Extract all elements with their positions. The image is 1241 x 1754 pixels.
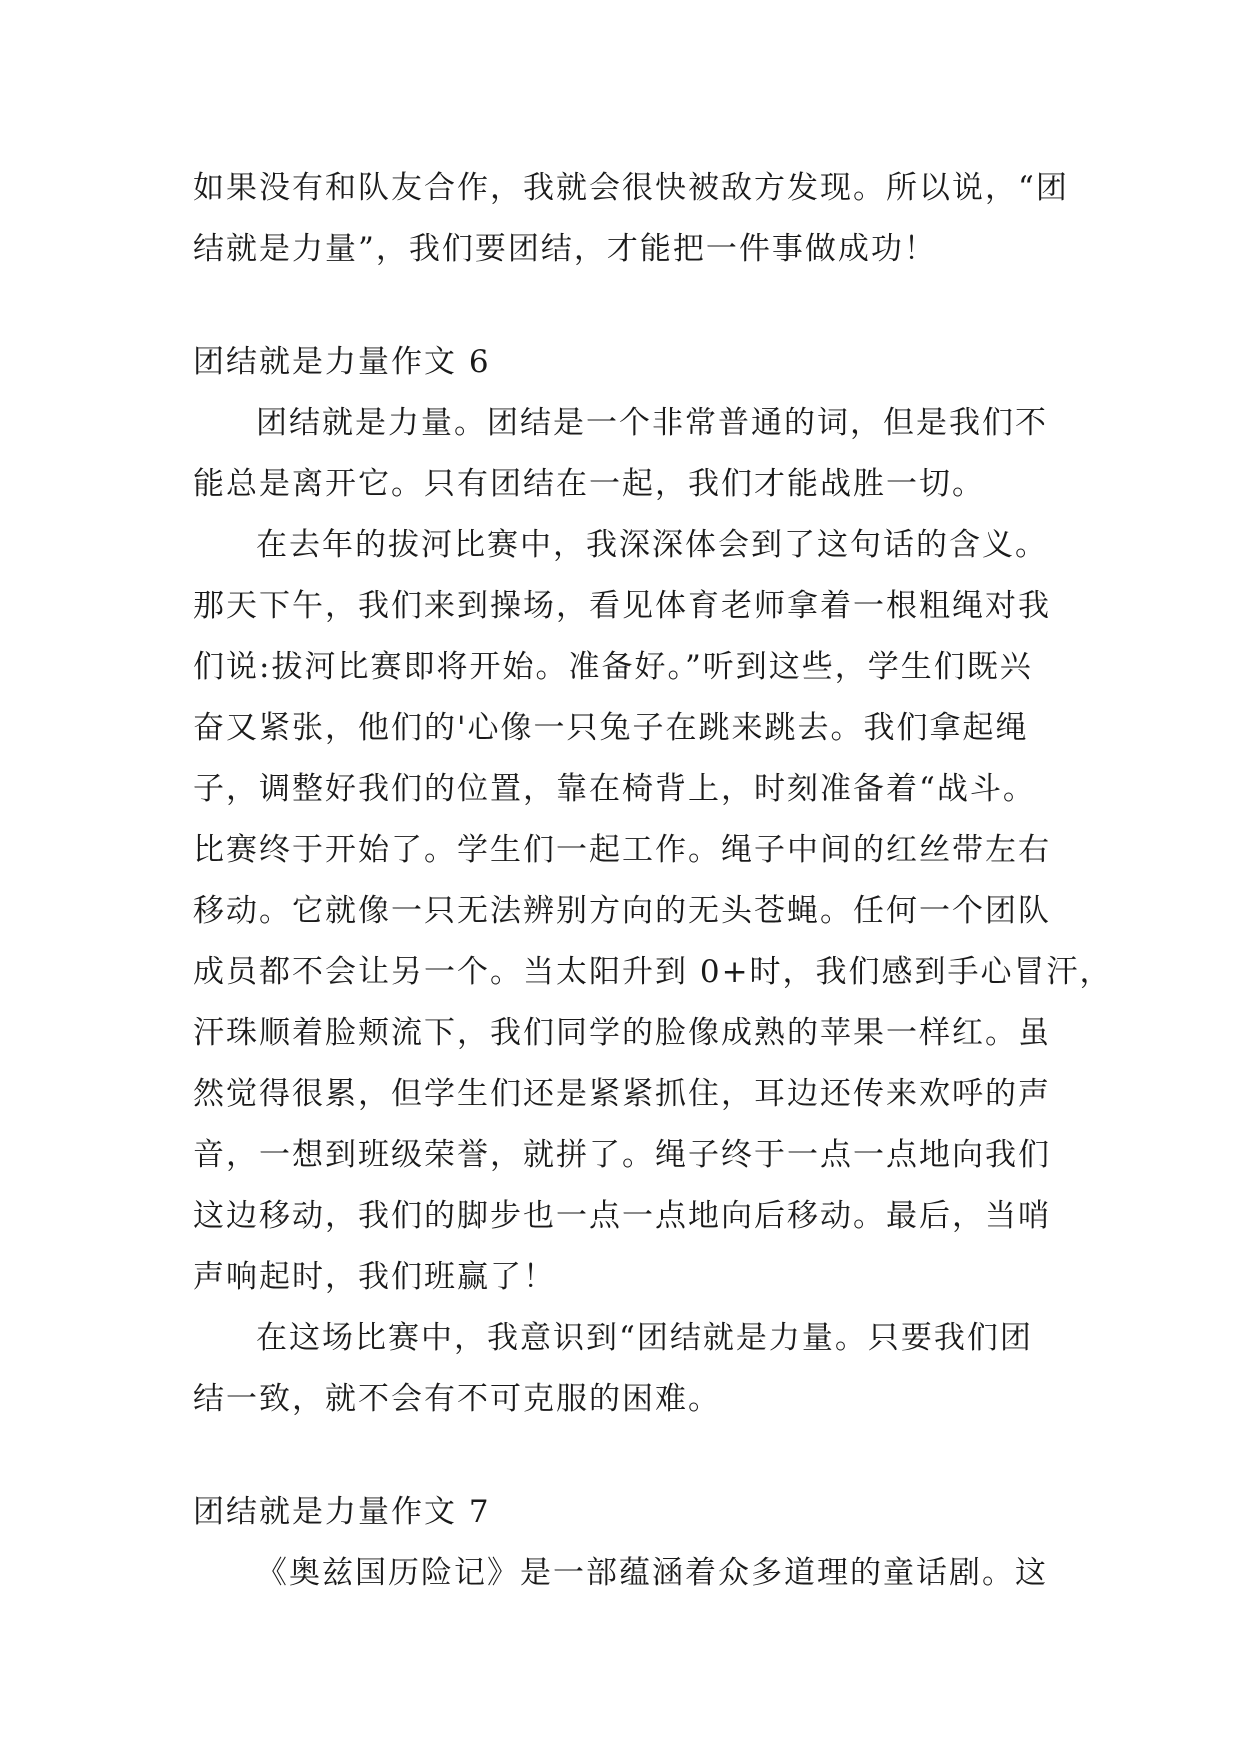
text-line: 然觉得很累，但学生们还是紧紧抓住，耳边还传来欢呼的声 bbox=[193, 1076, 1051, 1112]
text-line: 音，一想到班级荣誉，就拼了。绳子终于一点一点地向我们 bbox=[193, 1137, 1051, 1173]
text-line: 成员都不会让另一个。当太阳升到 0+时，我们感到手心冒汗， bbox=[193, 954, 1113, 990]
text-line: 在这场比赛中，我意识到“团结就是力量。只要我们团 bbox=[256, 1320, 1033, 1356]
text-line: 移动。它就像一只无法辨别方向的无头苍蝇。任何一个团队 bbox=[193, 893, 1051, 929]
text-line: 奋又紧张，他们的'心像一只兔子在跳来跳去。我们拿起绳 bbox=[193, 710, 1029, 746]
text-line: 如果没有和队友合作，我就会很快被敌方发现。所以说，“团 bbox=[193, 170, 1069, 206]
text-line: 团结就是力量。团结是一个非常普通的词，但是我们不 bbox=[256, 405, 1048, 441]
section-gap bbox=[193, 280, 1053, 332]
paragraph bbox=[193, 515, 1113, 1308]
text-line: 结一致，就不会有不可克服的困难。 bbox=[193, 1381, 721, 1417]
text-line: 这边移动，我们的脚步也一点一点地向后移动。最后，当哨 bbox=[193, 1198, 1051, 1234]
section-7 bbox=[193, 1482, 1053, 1604]
paragraph bbox=[193, 1543, 1053, 1604]
text-line: 《奥兹国历险记》是一部蕴涵着众多道理的童话剧。这 bbox=[256, 1555, 1048, 1591]
text-line: 那天下午，我们来到操场，看见体育老师拿着一根粗绳对我 bbox=[193, 588, 1051, 624]
text-line: 们说:拔河比赛即将开始。准备好。”听到这些，学生们既兴 bbox=[193, 649, 1033, 685]
section-heading: 团结就是力量作文 6 bbox=[193, 344, 491, 380]
intro-paragraph bbox=[193, 158, 1069, 280]
paragraph bbox=[193, 393, 1053, 515]
section-gap bbox=[193, 1430, 1053, 1482]
section-heading: 团结就是力量作文 7 bbox=[193, 1494, 491, 1530]
text-line: 能总是离开它。只有团结在一起，我们才能战胜一切。 bbox=[193, 466, 985, 502]
section-6 bbox=[193, 332, 1113, 1430]
text-line: 比赛终于开始了。学生们一起工作。绳子中间的红丝带左右 bbox=[193, 832, 1051, 868]
text-line: 汗珠顺着脸颊流下，我们同学的脸像成熟的苹果一样红。虽 bbox=[193, 1015, 1051, 1051]
text-line: 结就是力量”，我们要团结，才能把一件事做成功！ bbox=[193, 231, 937, 267]
text-line: 子，调整好我们的位置，靠在椅背上，时刻准备着“战斗。 bbox=[193, 771, 1036, 807]
document-page bbox=[193, 158, 1113, 1604]
text-line: 声响起时，我们班赢了！ bbox=[193, 1259, 556, 1295]
paragraph bbox=[193, 1308, 1053, 1430]
text-line: 在去年的拔河比赛中，我深深体会到了这句话的含义。 bbox=[256, 527, 1048, 563]
